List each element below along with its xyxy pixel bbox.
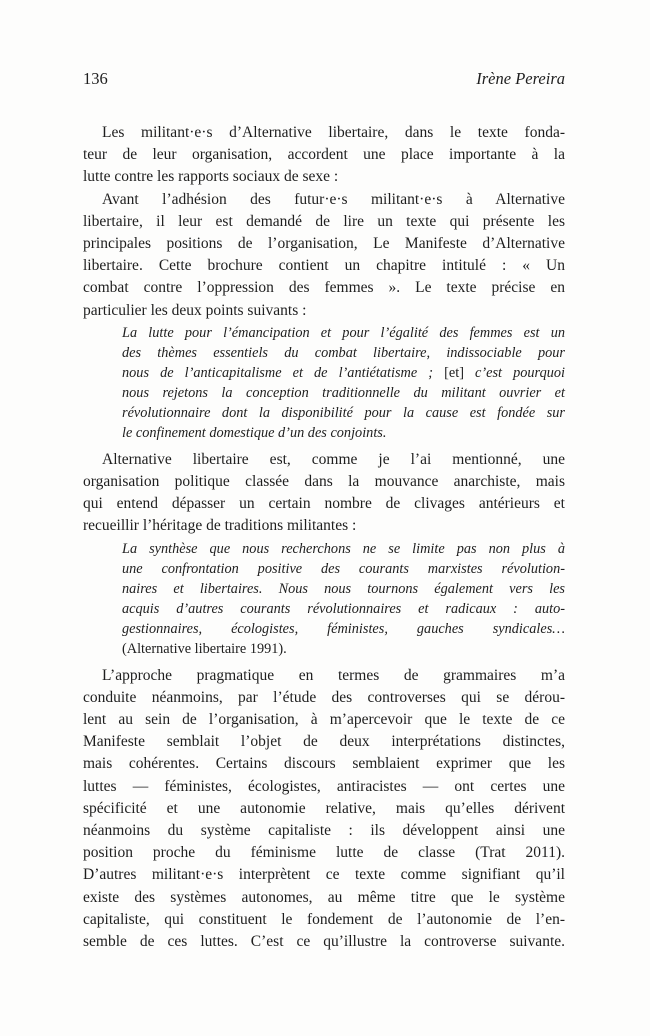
text-line: [122, 323, 565, 343]
italic-text: une confrontation positive des courants marxistes révolution-: [122, 560, 565, 577]
italic-text: nous de l’anticapitalisme et de l’antiétatisme ;: [122, 364, 445, 381]
text-line: [122, 639, 565, 659]
roman-text: Avant l’adhésion des futur·e·s militant·e·s à Alternative: [102, 190, 565, 208]
italic-text: nous rejetons la conception traditionnelle du militant ouvrier et: [122, 384, 565, 401]
text-line: [83, 166, 565, 188]
text-line: [83, 122, 565, 144]
text-line: [122, 343, 565, 363]
text-line: [83, 842, 565, 864]
roman-text: spécificité et une autonomie relative, mais qu’elles dérivent: [83, 799, 565, 817]
text-line: [122, 599, 565, 619]
italic-text: naires et libertaires. Nous nous tournons également vers les: [122, 580, 565, 597]
text-line: [83, 449, 565, 471]
text-line: [83, 887, 565, 909]
roman-text: D’autres militant·e·s interprètent ce texte comme signifiant qu’il: [83, 866, 565, 884]
text-line: [83, 909, 565, 931]
italic-text: révolutionnaire dont la disponibilité pour la cause est fondée sur: [122, 404, 565, 421]
roman-text: Les militant·e·s d’Alternative libertaire, dans le texte fonda-: [102, 124, 565, 141]
paragraph: [83, 189, 565, 322]
roman-text: libertaire, il leur est demandé de lire un texte qui présente les: [83, 212, 565, 230]
roman-text: [et]: [444, 364, 464, 381]
roman-text: semble de ces luttes. C’est ce qu’illustre la controverse suivante.: [83, 933, 565, 951]
text-line: [83, 864, 565, 886]
text-line: [122, 363, 565, 383]
roman-text: qui entend dépasser un certain nombre de clivages antérieurs et: [83, 495, 565, 513]
text-line: [122, 559, 565, 579]
roman-text: lutte contre les rapports sociaux de sexe :: [83, 168, 339, 186]
paragraph: [83, 449, 565, 538]
roman-text: principales positions de l’organisation, Le Manifeste d’Alternative: [83, 235, 565, 253]
text-line: [83, 665, 565, 687]
text-line: [122, 383, 565, 403]
roman-text: luttes — féministes, écologistes, antiracistes — ont certes une: [83, 777, 565, 795]
text-line: [83, 776, 565, 798]
text-line: [122, 423, 565, 443]
block-quote: [83, 323, 565, 443]
roman-text: (Alternative libertaire 1991).: [122, 640, 287, 657]
italic-text: c’est pourquoi: [463, 364, 565, 381]
roman-text: existe des systèmes autonomes, au même titre que le système: [83, 888, 565, 906]
running-header-author: Irène Pereira: [476, 69, 565, 88]
roman-text: capitaliste, qui constituent le fondement de l’autonomie de l’en-: [83, 910, 565, 928]
page-number: 136: [83, 69, 108, 88]
text-line: [122, 579, 565, 599]
paragraph: [83, 665, 565, 954]
roman-text: Manifeste semblait l’objet de deux interprétations distinctes,: [83, 733, 565, 751]
italic-text: La synthèse que nous recherchons ne se limite pas non plus à: [122, 540, 565, 557]
block-quote: [83, 539, 565, 659]
text-line: [83, 189, 565, 211]
text-column: [83, 122, 565, 953]
text-line: [83, 493, 565, 515]
text-line: [83, 687, 565, 709]
roman-text: mais cohérentes. Certains discours semblaient exprimer que les: [83, 755, 565, 773]
text-line: [83, 931, 565, 953]
paragraph: [83, 122, 565, 189]
text-line: [83, 144, 565, 166]
text-line: [122, 619, 565, 639]
roman-text: libertaire. Cette brochure contient un chapitre intitulé : « Un: [83, 257, 565, 275]
roman-text: conduite néanmoins, par l’étude des controverses qui se dérou-: [83, 688, 565, 706]
text-line: [83, 820, 565, 842]
text-line: [83, 709, 565, 731]
italic-text: le confinement domestique d’un des conjoints.: [122, 424, 387, 441]
text-line: [83, 753, 565, 775]
roman-text: Alternative libertaire est, comme je l’ai mentionné, une: [102, 450, 565, 468]
text-line: [122, 403, 565, 423]
text-line: [83, 211, 565, 233]
roman-text: teur de leur organisation, accordent une place importante à la: [83, 146, 565, 164]
roman-text: position proche du féminisme lutte de classe (Trat 2011).: [83, 844, 565, 862]
page-header: [83, 68, 565, 90]
text-line: [83, 515, 565, 537]
roman-text: néanmoins du système capitaliste : ils développent ainsi une: [83, 822, 565, 840]
text-line: [83, 471, 565, 493]
roman-text: L’approche pragmatique en termes de grammaires m’a: [102, 666, 565, 684]
text-line: [122, 539, 565, 559]
roman-text: lent au sein de l’organisation, à m’apercevoir que le texte de ce: [83, 711, 565, 729]
roman-text: organisation politique classée dans la mouvance anarchiste, mais: [83, 473, 565, 491]
italic-text: La lutte pour l’émancipation et pour l’égalité des femmes est un: [122, 324, 565, 341]
text-line: [83, 255, 565, 277]
italic-text: gestionnaires, écologistes, féministes, gauches syndicales…: [122, 620, 565, 637]
text-line: [83, 731, 565, 753]
text-line: [83, 300, 565, 322]
text-line: [83, 277, 565, 299]
italic-text: des thèmes essentiels du combat libertaire, indissociable pour: [122, 344, 565, 361]
text-line: [83, 798, 565, 820]
text-line: [83, 233, 565, 255]
roman-text: recueillir l’héritage de traditions militantes :: [83, 517, 357, 535]
italic-text: acquis d’autres courants révolutionnaires et radicaux : auto-: [122, 600, 565, 617]
roman-text: combat contre l’oppression des femmes ». Le texte précise en: [83, 279, 565, 297]
roman-text: particulier les deux points suivants :: [83, 301, 307, 319]
